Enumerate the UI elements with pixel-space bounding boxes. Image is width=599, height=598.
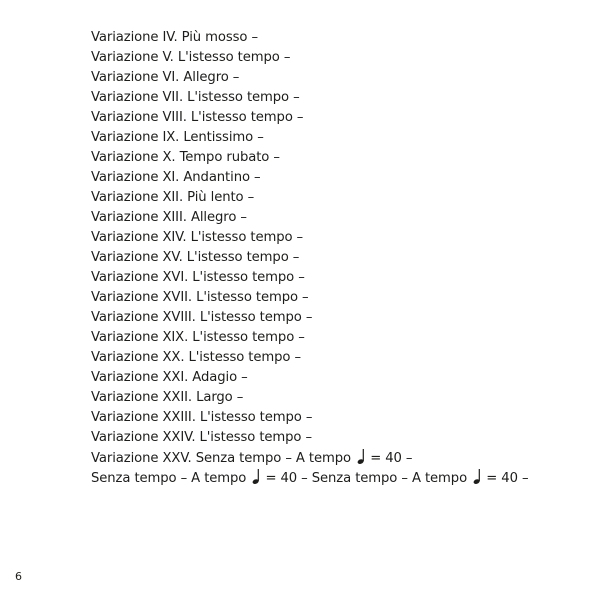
movement-line: Variazione XXI. Adagio – (91, 370, 248, 385)
quarter-note-icon (357, 448, 365, 465)
movement-line: Variazione XXIV. L'istesso tempo – (91, 430, 312, 445)
movement-line: Variazione XIII. Allegro – (91, 210, 247, 225)
movement-line: Variazione XVIII. L'istesso tempo – (91, 310, 313, 325)
tempo-text: Senza tempo – A tempo (91, 471, 251, 486)
tempo-line (91, 448, 528, 468)
movement-line: Variazione IX. Lentissimo – (91, 130, 264, 145)
tempo-text: = 40 – (366, 451, 413, 466)
movement-line: Variazione IV. Più mosso – (91, 30, 258, 45)
movement-line: Variazione XV. L'istesso tempo – (91, 250, 300, 265)
movement-line: Variazione XVI. L'istesso tempo – (91, 270, 305, 285)
tempo-text: = 40 – (482, 471, 529, 486)
movement-line: Variazione XIV. L'istesso tempo – (91, 230, 304, 245)
tempo-line (91, 468, 528, 488)
movement-line: Variazione VI. Allegro – (91, 70, 240, 85)
quarter-note-icon (252, 468, 260, 485)
movement-line: Variazione XXIII. L'istesso tempo – (91, 410, 313, 425)
quarter-note-icon (473, 468, 481, 485)
movement-line: Variazione V. L'istesso tempo – (91, 50, 291, 65)
movement-line: Variazione XI. Andantino – (91, 170, 261, 185)
movement-line: Variazione VII. L'istesso tempo – (91, 90, 300, 105)
movement-list (91, 28, 528, 488)
movement-line: Variazione XIX. L'istesso tempo – (91, 330, 305, 345)
page-number: 6 (15, 570, 22, 583)
tempo-text: = 40 – Senza tempo – A tempo (261, 471, 472, 486)
movement-line: Variazione VIII. L'istesso tempo – (91, 110, 304, 125)
tempo-text: Variazione XXV. Senza tempo – A tempo (91, 451, 356, 466)
movement-line: Variazione XII. Più lento – (91, 190, 255, 205)
movement-line: Variazione XVII. L'istesso tempo – (91, 290, 309, 305)
movement-line: Variazione XXII. Largo – (91, 390, 244, 405)
movement-line: Variazione XX. L'istesso tempo – (91, 350, 301, 365)
movement-line: Variazione X. Tempo rubato – (91, 150, 280, 165)
